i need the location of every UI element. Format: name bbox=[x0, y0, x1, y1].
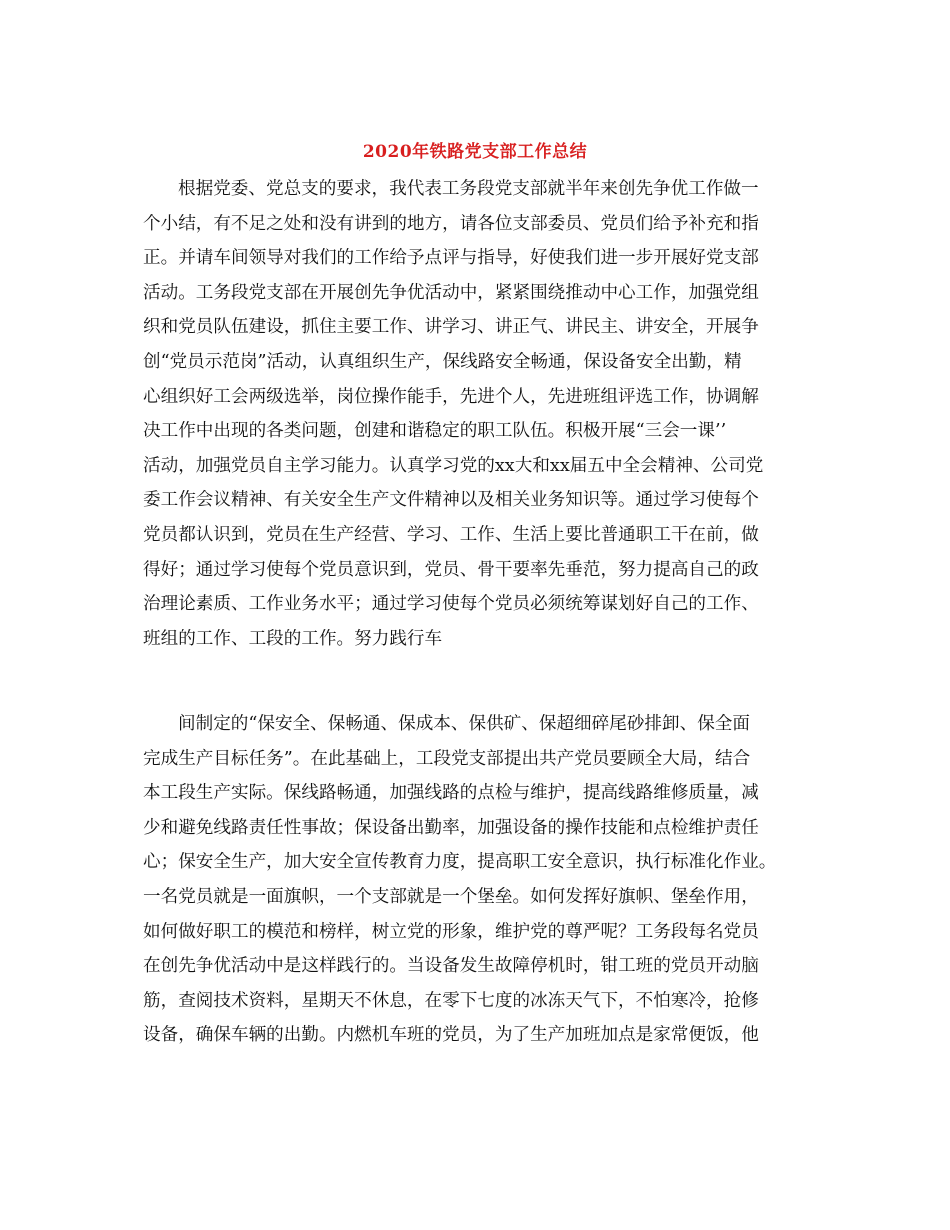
text-line: 治理论素质、工作业务水平；通过学习使每个党员必须统筹谋划好自己的工作、 bbox=[143, 594, 759, 615]
text-line: 活动。工务段党支部在开展创先争优活动中，紧紧围绕推动中心工作，加强党组 bbox=[143, 282, 759, 303]
text-line: 心组织好工会两级选举，岗位操作能手，先进个人，先进班组评选工作，协调解 bbox=[143, 386, 759, 407]
paragraph-1 bbox=[143, 172, 809, 656]
text-line: 正。并请车间领导对我们的工作给予点评与指导，好使我们进一步开展好党支部 bbox=[143, 248, 759, 269]
text-line: 在创先争优活动中是这样践行的。当设备发生故障停机时，钳工班的党员开动脑 bbox=[143, 956, 759, 977]
text-line: 党员都认识到，党员在生产经营、学习、工作、生活上要比普通职工干在前，做 bbox=[143, 524, 759, 545]
text-line: 织和党员队伍建设，抓住主要工作、讲学习、讲正气、讲民主、讲安全，开展争 bbox=[143, 317, 759, 338]
paragraph-2 bbox=[143, 707, 809, 1053]
text-line: 委工作会议精神、有关安全生产文件精神以及相关业务知识等。通过学习使每个 bbox=[143, 490, 759, 511]
text-line: 根据党委、党总支的要求，我代表工务段党支部就半年来创先争优工作做一 bbox=[178, 179, 759, 199]
text-line: 活动，加强党员自主学习能力。认真学习党的xx大和xx届五中全会精神、公司党 bbox=[143, 455, 764, 476]
text-line: 如何做好职工的模范和榜样，树立党的形象，维护党的尊严呢？工务段每名党员 bbox=[143, 921, 759, 942]
text-line: 设备，确保车辆的出勤。内燃机车班的党员，为了生产加班加点是家常便饭，他 bbox=[143, 1025, 759, 1046]
text-line: 个小结，有不足之处和没有讲到的地方，请各位支部委员、党员们给予补充和指 bbox=[143, 213, 759, 234]
text-line: 筋，查阅技术资料，星期天不休息，在零下七度的冰冻天气下，不怕寒冷，抢修 bbox=[143, 990, 759, 1011]
document-title: 2020年铁路党支部工作总结 bbox=[362, 142, 588, 162]
text-line: 本工段生产实际。保线路畅通，加强线路的点检与维护，提高线路维修质量，减 bbox=[143, 783, 759, 804]
text-line: 间制定的“保安全、保畅通、保成本、保供矿、保超细碎尾砂排卸、保全面 bbox=[178, 714, 750, 734]
text-line: 完成生产目标任务”。在此基础上，工段党支部提出共产党员要顾全大局，结合 bbox=[143, 748, 751, 769]
text-line: 一名党员就是一面旗帜，一个支部就是一个堡垒。如何发挥好旗帜、堡垒作用， bbox=[143, 886, 759, 907]
text-line: 得好；通过学习使每个党员意识到，党员、骨干要率先垂范，努力提高自己的政 bbox=[143, 559, 759, 580]
text-line: 班组的工作、工段的工作。努力践行车 bbox=[143, 628, 443, 649]
text-line: 决工作中出现的各类问题，创建和谐稳定的职工队伍。积极开展“三会一课’’ bbox=[143, 421, 727, 442]
text-line: 心；保安全生产，加大安全宣传教育力度，提高职工安全意识，执行标准化作业。 bbox=[143, 852, 777, 873]
text-line: 创“党员示范岗”活动，认真组织生产，保线路安全畅通，保设备安全出勤，精 bbox=[143, 351, 742, 372]
text-line: 少和避免线路责任性事故；保设备出勤率，加强设备的操作技能和点检维护责任 bbox=[143, 817, 759, 838]
